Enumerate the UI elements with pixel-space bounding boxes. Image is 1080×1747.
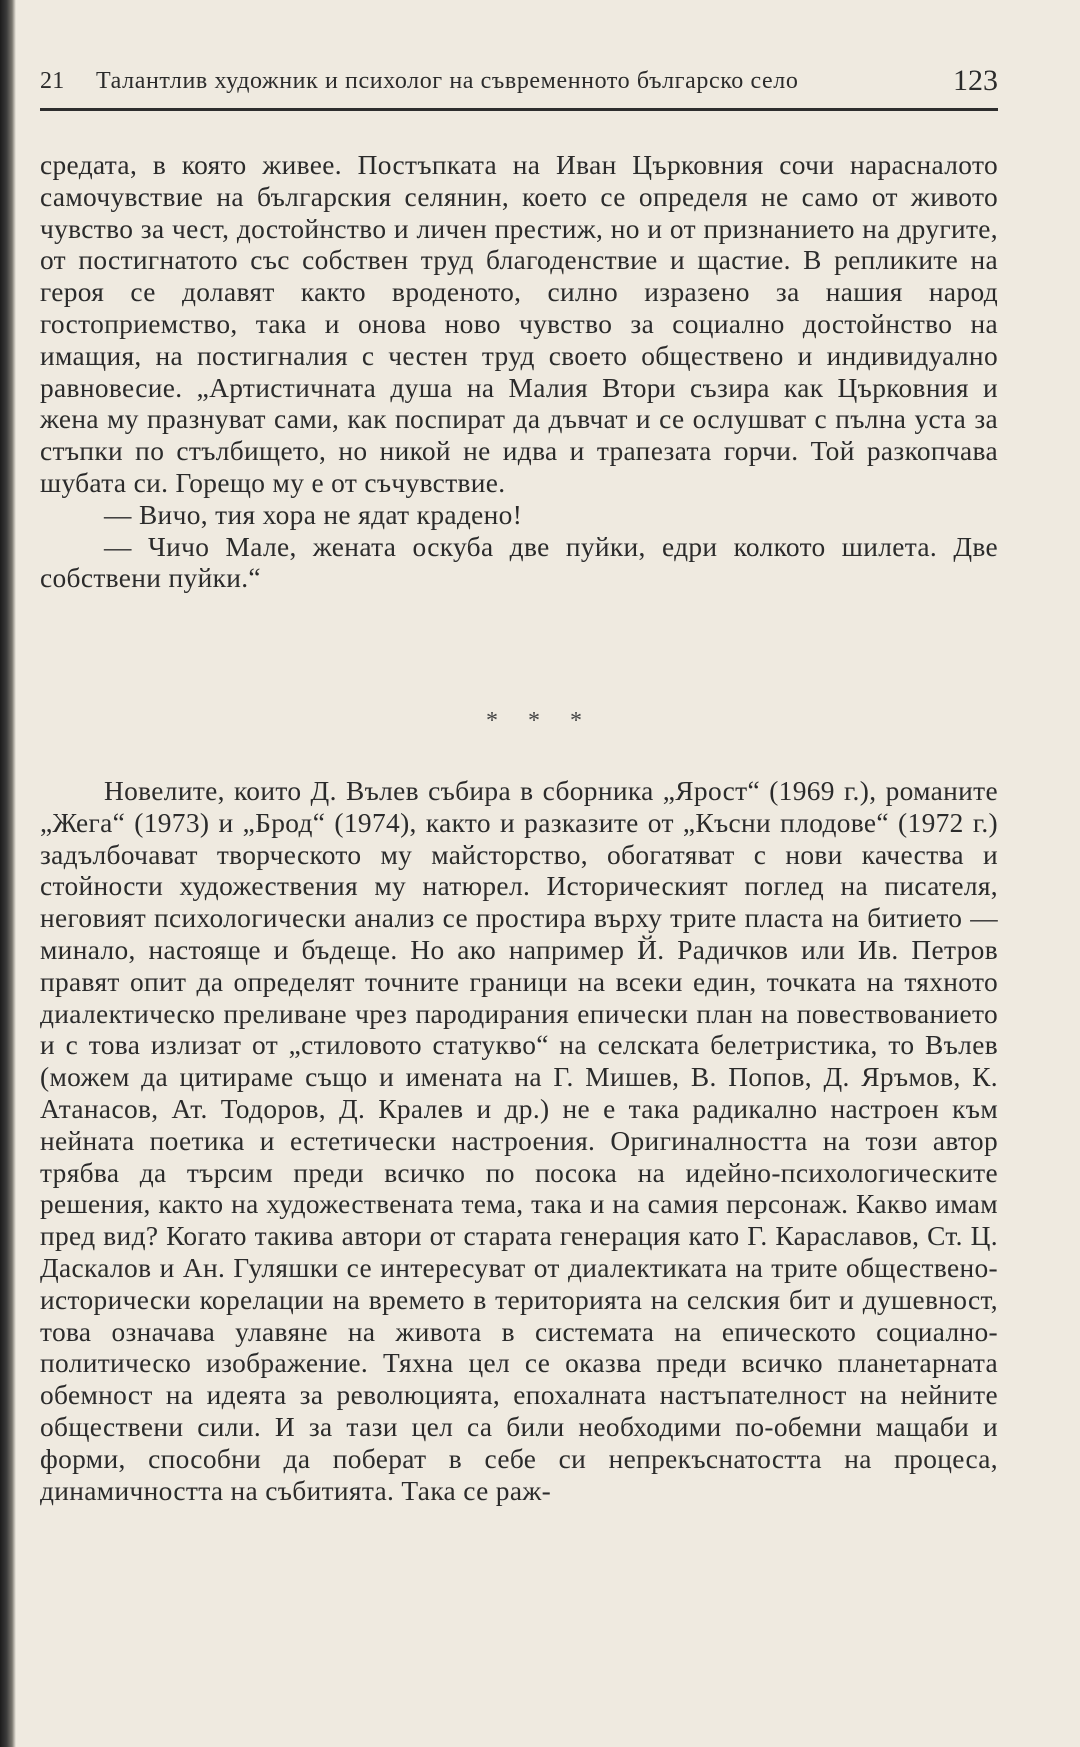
paragraph: средата, в която живее. Постъпката на Иван Църковния сочи нарасналото самочувствие на българския селянин, което се определя не само от живото чувство за чест, достойнство и личен престиж, но и от признанието на другите, от постигнатото със собствен труд благоденствие и щастие. В репликите на героя се долавят както вроденото, силно изразено за нашия народ гостоприемство, така и онова ново чувство за социално достойнство на имащия, на постигналия с честен труд своето обществено и индивидуално равновесие. „Артистичната душа на Малия Втори съзира как Църковния и жена му празнуват сами, как поспират да дъвчат и се ослушват с пълна уста за стъпки по стълбището, но никой не идва и трапезата горчи. Той разкопчава шубата си. Горещо му е от съчувствие. (40, 150, 998, 498)
header-rule (40, 108, 998, 111)
running-title: Талантлив художник и психолог на съвременното българско село (96, 68, 799, 94)
text-block-bottom (40, 776, 998, 1507)
page-number: 123 (953, 64, 998, 97)
section-separator: * * * (486, 708, 594, 734)
paragraph: Новелите, които Д. Вълев събира в сборника „Ярост“ (1969 г.), романите „Жега“ (1973) и „Брод“ (1974), както и разказите от „Късни плодове“ (1972 г.) задълбочават творческото му майсторство, обогатяват с нови качества и стойности художествения му натюрел. Историческият поглед на писателя, неговият психологически анализ се простира върху трите пласта на битието — минало, настояще и бъдеще. Но ако например Й. Радичков или Ив. Петров правят опит да определят точните граници на всеки един, точката на тяхното диалектическо преливане чрез пародирания епически план на повествованието и с това излизат от „стиловото статукво“ на селската белетристика, то Вълев (можем да цитираме също и имената на Г. Мишев, В. Попов, Д. Яръмов, К. Атанасов, Ат. Тодоров, Д. Кралев и др.) не е така радикално настроен към нейната поетика и естетически настроения. Оригиналността на този автор трябва да търсим преди всичко по посока на идейно-психологическите решения, както на художествената тема, така и на самия персонаж. Какво имам пред вид? Когато такива автори от старата генерация като Г. Караславов, Ст. Ц. Даскалов и Ан. Гуляшки се интересуват от диалектиката на трите обществено-исторически корелации на времето в територията на селския бит и душевност, това означава улавяне на живота в системата на епическото социално-политическо изображение. Тяхна цел се оказва преди всичко планетарната обемност на идеята за революцията, епохалната настъпателност на нейните обществени сили. И за тази цел са били необходими по-обемни мащаби и форми, способни да поберат в себе си непрекъснатостта на процеса, динамичността на събитията. Така се раж- (40, 776, 998, 1506)
dialogue-line: — Чичо Мале, жената оскуба две пуйки, едри колкото шилета. Две собствени пуйки.“ (40, 531, 998, 594)
dialogue-line: — Вичо, тия хора не ядат крадено! (104, 499, 523, 530)
chapter-number: 21 (40, 68, 65, 94)
text-block-top (40, 150, 998, 595)
running-header (40, 60, 998, 106)
